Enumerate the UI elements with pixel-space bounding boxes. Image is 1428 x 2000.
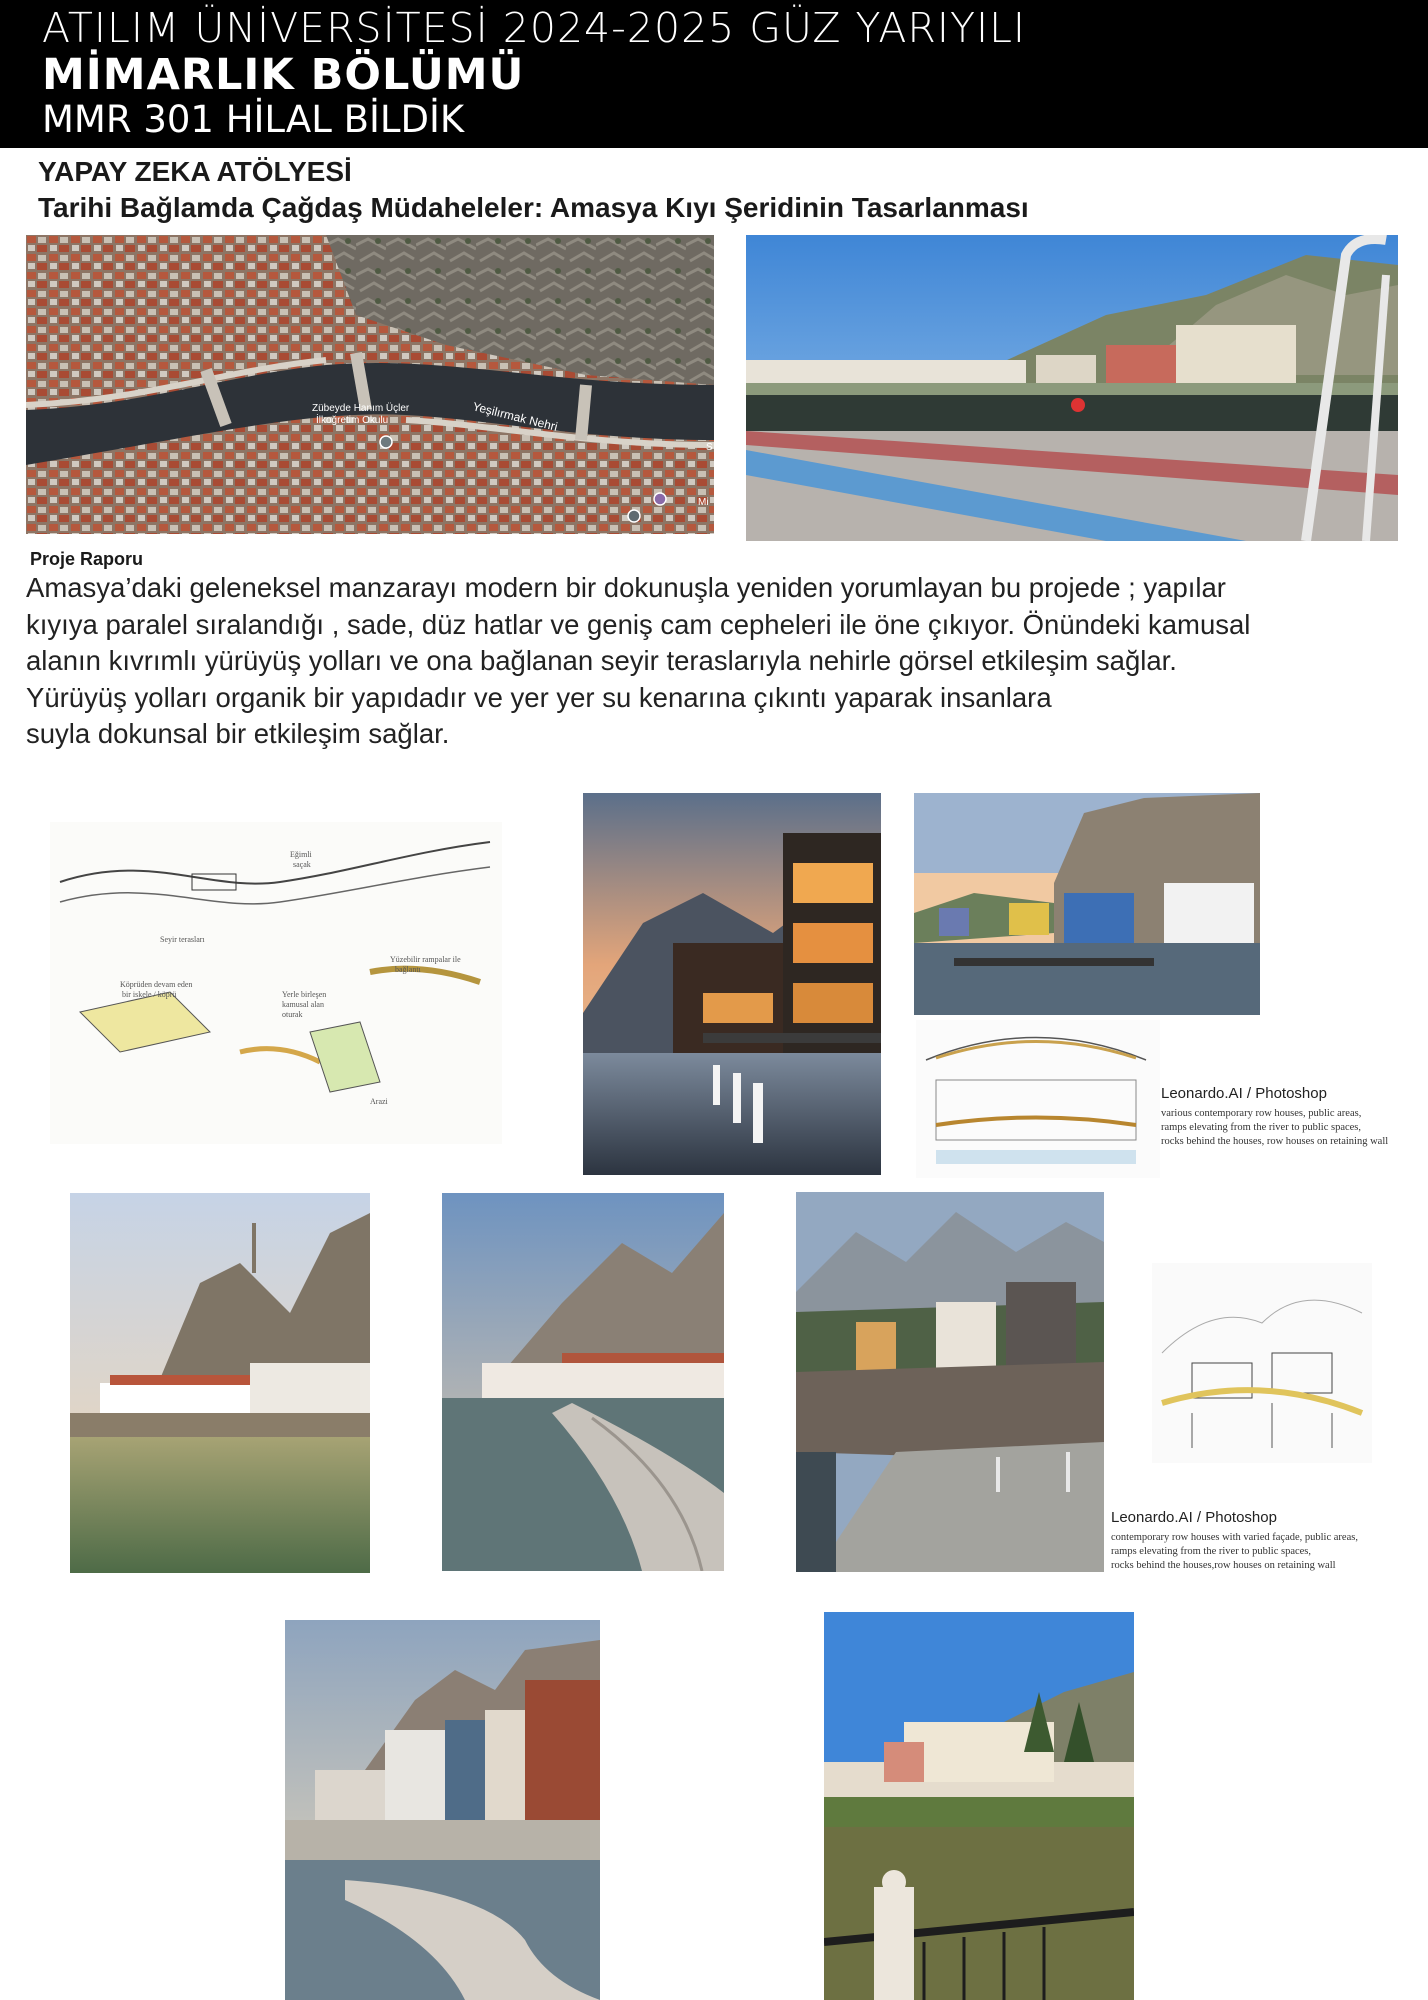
report-line: Yürüyüş yolları organik bir yapıdadır ve yer yer su kenarına çıkıntı yaparak insanlara [26,681,1052,713]
render-cliff-houses [914,793,1260,1015]
sketch-note: Yüzebilir rampalar ile [390,955,461,964]
map-river-label: Yeşilırmak Nehri [471,399,560,434]
sketch-note: Seyir terasları [160,935,205,944]
map-pin-icon [380,436,392,448]
concept-sketch [50,822,502,1144]
map-school-label: Zübeyde Hanım Üçler [312,403,410,414]
university-term: ATILIM ÜNİVERSİTESİ 2024-2025 GÜZ YARIYILI [42,4,1027,52]
caption-line: contemporary row houses with varied façade, public areas, [1111,1532,1358,1543]
map-pin-icon [628,510,640,522]
render-modern-steps [796,1192,1104,1572]
report-label: Proje Raporu [30,549,144,569]
map-pin-icon [654,493,666,505]
caption-2 [1111,1509,1358,1573]
satellite-map [26,235,714,534]
sketch-note: Eğimli [290,850,312,859]
report-line: suyla dokunsal bir etkileşim sağlar. [26,718,450,749]
project-title: Tarihi Bağlamda Çağdaş Müdaheleler: Amasya Kıyı Şeridinin Tasarlanması [38,192,1029,223]
map-edge-label-2: Mi [698,497,709,508]
report-text [26,570,1421,753]
caption-line: rocks behind the houses, row houses on retaining wall [1161,1136,1389,1147]
report-line: kıyıya paralel sıralandığı , sade, düz hatlar ve geniş cam cepheleri ile öne çıkıyor. Önündeki kamusal [26,608,1251,640]
sketch-note: Köprüden devam eden [120,980,193,989]
photo-bridge-view [824,1612,1134,2000]
department-name: MİMARLIK BÖLÜMÜ [42,50,525,100]
render-sunset-terraces [583,793,881,1175]
houses-sketch [1152,1263,1372,1463]
report-line: Amasya’daki geleneksel manzarayı modern bir dokunuşla yeniden yorumlayan bu projede ; yapılar [26,572,1226,603]
render-river-walk [442,1193,724,1571]
sketch-note: bir iskele / köprü [122,990,177,999]
caption-1 [1161,1085,1388,1149]
course-student: MMR 301 HİLAL BİLDİK [42,98,465,141]
riverside-photo [746,235,1398,541]
sketch-note: oturak [282,1010,303,1019]
caption-line: rocks behind the houses,row houses on retaining wall [1111,1560,1336,1571]
sketch-note: bağlantı [395,965,421,974]
map-edge-label: S [706,442,713,453]
render-castle-rock [70,1193,370,1573]
sketch-note: saçak [293,860,311,869]
caption-line: various contemporary row houses, public areas, [1161,1108,1362,1119]
caption-line: ramps elevating from the river to public spaces, [1111,1546,1312,1557]
report-line: alanın kıvrımlı yürüyüş yolları ve ona bağlanan seyir teraslarıyla nehirle görsel etkileşim sağlar. [26,645,1177,676]
caption-title: Leonardo.AI / Photoshop [1111,1509,1277,1526]
caption-line: ramps elevating from the river to public spaces, [1161,1122,1362,1133]
header-band [0,0,1428,148]
sketch-note: Yerle birleşen [282,990,327,999]
render-row-houses-walk [285,1620,600,2000]
caption-title: Leonardo.AI / Photoshop [1161,1085,1327,1102]
sketch-note: kamusal alan [282,1000,324,1009]
sign-icon [1071,398,1085,412]
sketch-note: Arazi [370,1097,388,1106]
map-school-label-2: İlkoğretim Okulu [316,415,389,426]
bridge-sketch [916,1020,1160,1178]
studio-title: YAPAY ZEKA ATÖLYESİ [38,156,352,187]
